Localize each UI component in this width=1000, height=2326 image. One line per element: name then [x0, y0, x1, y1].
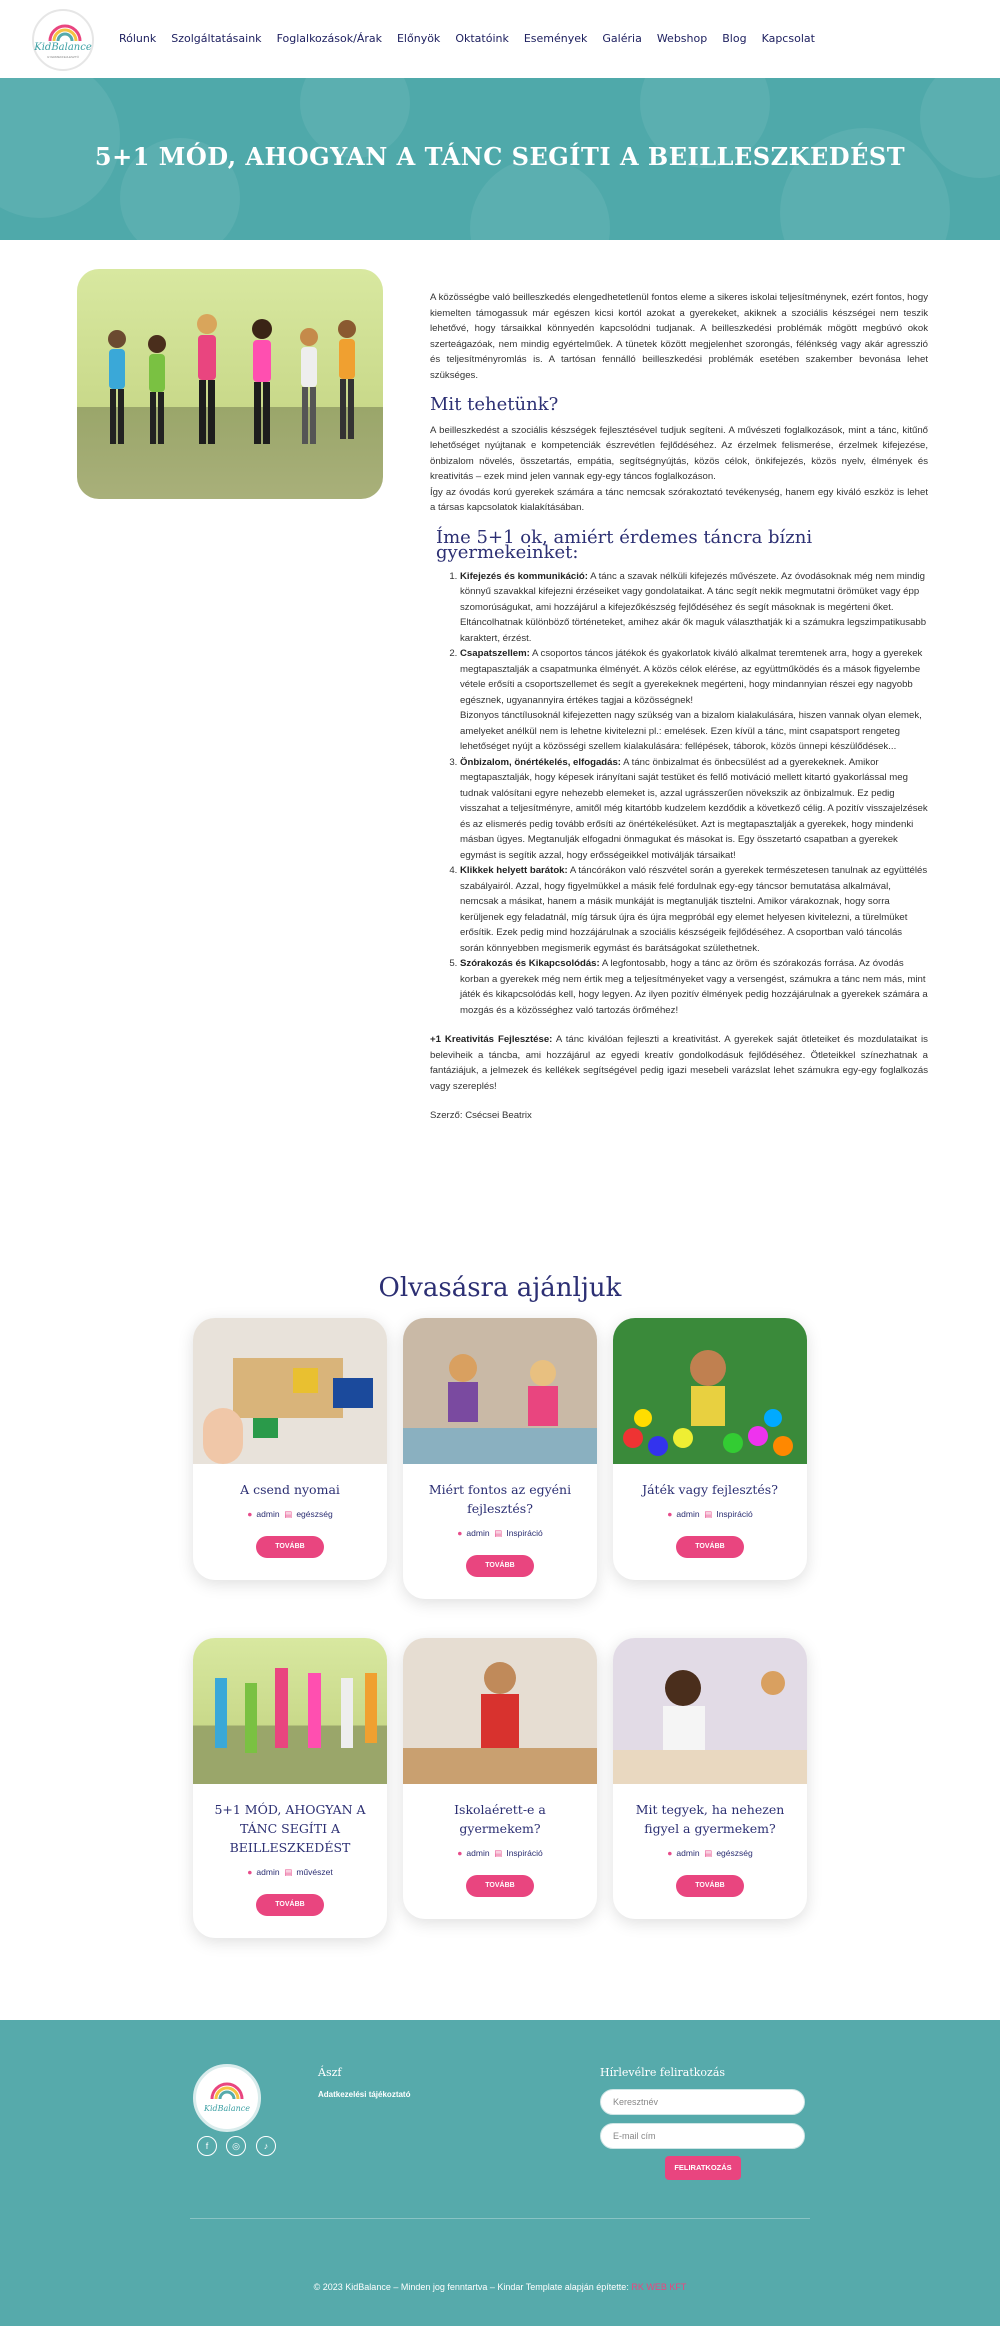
instagram-icon[interactable]: ◎ — [226, 2136, 246, 2156]
site-header — [0, 0, 1000, 78]
post-meta: ● admin ▤ művészet — [247, 1867, 333, 1877]
user-icon: ● — [667, 1509, 673, 1519]
dancing-kids-image — [77, 269, 383, 499]
read-more-button[interactable]: TOVÁBB — [676, 1875, 744, 1897]
read-more-button[interactable]: TOVÁBB — [466, 1555, 534, 1577]
post-title[interactable]: Miért fontos az egyéni fejlesztés? — [428, 1482, 572, 1516]
section-heading: Mit tehetünk? — [430, 394, 559, 415]
post-image — [403, 1638, 597, 1784]
post-card[interactable] — [193, 1318, 387, 1580]
article-body — [430, 290, 928, 1124]
post-meta: ● admin ▤ egészség — [667, 1848, 753, 1858]
school-kid-image — [403, 1638, 597, 1784]
tiktok-icon[interactable]: ♪ — [256, 2136, 276, 2156]
post-image — [403, 1318, 597, 1464]
post-meta: ● admin ▤ egészség — [247, 1509, 333, 1519]
post-card[interactable] — [403, 1638, 597, 1919]
post-card[interactable] — [613, 1318, 807, 1580]
nav-item[interactable]: Foglalkozások/Árak — [276, 32, 382, 45]
article-paragraph: A beilleszkedést a szociális készségek fejlesztésével tudjuk segíteni. A művészeti foglalkozások, mint a tánc, kitűnő lehetőséget nyújtanak e kompetenciák észrevétlen fejlődéséhez. Az érzelmek felismerése, érzelmek kifejezése, önbizalom növelés, összetartás, empátia, segítségnyújtás, közös célok, önkifejezés, közös nyelv, élmények és kreativitás – ezek mind jelen vannak egy-egy táncos foglalkozáson. — [430, 424, 928, 482]
folder-icon: ▤ — [284, 1509, 293, 1519]
nav-item[interactable]: Előnyök — [396, 32, 441, 45]
post-image — [193, 1638, 387, 1784]
ball-pit-image — [613, 1318, 807, 1464]
post-title[interactable]: Iskolaérett-e a gyermekem? — [454, 1802, 546, 1836]
nav-item[interactable]: Kapcsolat — [761, 32, 815, 45]
user-icon: ● — [457, 1848, 463, 1858]
footer-divider — [190, 2218, 810, 2219]
user-icon: ● — [247, 1867, 253, 1877]
email-field[interactable]: E-mail cím — [600, 2123, 805, 2149]
site-footer — [0, 2020, 1000, 2326]
post-card[interactable] — [193, 1638, 387, 1938]
rainbow-icon — [48, 23, 82, 43]
site-logo[interactable] — [32, 9, 94, 71]
privacy-link[interactable]: Adatkezelési tájékoztató — [318, 2090, 411, 2099]
rainbow-icon — [196, 2067, 258, 2129]
list-item: 5. Szórakozás és Kikapcsolódás: A legfontosabb, hogy a tánc az öröm és szórakozás forrása. Az óvodás korban a gyerekek még nem értik meg a teljesítményeket vagy a versengést, számukra a tánc nem más, mint játék és kikapcsolódás kell, hogy legyen. Az ilyen pozitív élmények pedig hozzájárulnak a gyerekek számára a mozgás és a közösséghez való tartozás örőméhez! — [460, 956, 928, 1018]
toy-image — [193, 1318, 387, 1464]
subscribe-button[interactable]: FELIRATKOZÁS — [665, 2156, 741, 2180]
footer-logo[interactable] — [193, 2064, 261, 2132]
footer-aszf[interactable]: Ászf — [318, 2066, 342, 2079]
first-name-field[interactable]: Keresztnév — [600, 2089, 805, 2115]
reasons-list — [460, 569, 928, 1019]
newsletter-heading: Hírlevélre feliratkozás — [600, 2066, 726, 2079]
logo-text: KidBalance — [34, 42, 92, 53]
page-title: 5+1 MÓD, AHOGYAN A TÁNC SEGÍTI A BEILLESZKEDÉST — [94, 142, 906, 171]
user-icon: ● — [247, 1509, 253, 1519]
article-intro: A közösségbe való beilleszkedés elengedhetetlenül fontos eleme a sikeres iskolai teljesítménynek, ezért fontos, hogy kiemelten támogassuk már egészen kicsi kortól azokat a gyerekeket, akiknek a szociális készségei nem teszik lehetővé, hogy társaikkal könnyedén kapcsolódni tudjanak. A beilleszkedési problémák mögött megbúvó okok szerteágazóak, nem mindig egyértelműek. A tünetek között megjelenhet szorongás, félénkség vagy akár agresszió és teljesítményromlás is. A tartósan fennálló beilleszkedési problémák esetében szakember bevonása lehet szükséges. — [430, 292, 928, 381]
hero-banner — [0, 78, 1000, 240]
drawing-kid-image — [613, 1638, 807, 1784]
nav-item[interactable]: Galéria — [602, 32, 642, 45]
article-paragraph: +1 Kreativitás Fejlesztése: A tánc kiválóan fejleszti a kreativitást. A gyerekek saját ötleteiket és mozdulataikat is beleviheik a táncba, ami hozzájárul az egyedi kreatív gondolkodásuk fejlődéséhez. Ötleteikkel színezhatnak a fantáziájuk, a jelmezek és kellékek segítségével pedig igazi mesebeli varázslat lehet számukra egy-egy foglalkozás vagy szereplés! — [430, 1034, 928, 1092]
list-item: 2. Csapatszellem: A csoportos táncos játékok és gyakorlatok kiváló alkalmat teremtenek arra, hogy a gyerekek megtapasztalják a csapatmunka élményét. A közös célok elérése, az együttműködés és a mások figyelembe vétele erősíti a csoportszellemet és segít a gyerekeknek megérteni, hogy mindannyian részei egy nagyobb egésznek, ugyanannyira értékes tagjai a közösségnek! Bizonyos tánctílusoknál kifejezetten nagy szükség van a bizalom kialakulására, hiszen vannak olyan elemek, amelyeket anélkül nem is lehetne kivitelezni pl.: emelések. Ezen kívül a tánc, mint csapatsport rengeteg lehetőséget nyújt a közösségi szellem kialakulására: fellépések, táborok, közös ünnepi készülődések... — [460, 646, 928, 755]
folder-icon: ▤ — [494, 1848, 503, 1858]
nav-item[interactable]: Webshop — [656, 32, 708, 45]
post-meta: ● admin ▤ Inspiráció — [457, 1848, 543, 1858]
list-item: 4. Klikkek helyett barátok: A táncórákon való részvétel során a gyerekek természetesen tanulnak az együttélés szabályairól. Azzal, hogy figyelmükkel a másik felé fordulnak egy-egy táncsor bemutatása alkalmával, nemcsak a másikat, hanem a másik munkáját is megtanulják tisztelni. Amikor várakoznak, hogy sorra kerüljenek egy feladatnál, míg társuk újra és újra megpróbál egy elemet helyesen kivitelezni, a türelmüket erősítik. Ezek pedig mind hozzájárulnak a szociális készségeik fejlődéséhez. A csoportban való táncolás során könnyebben megismerik egymást és barátságokat születhetnek. — [460, 863, 928, 956]
read-more-button[interactable]: TOVÁBB — [256, 1536, 324, 1558]
folder-icon: ▤ — [704, 1848, 713, 1858]
copyright: © 2023 KidBalance – Minden jog fenntartva – Kindar Template alapján építette: RK WEB KFT — [313, 2282, 687, 2292]
logo-tagline: GYERMEKFEJLESZTŐ — [46, 55, 79, 59]
post-image — [193, 1318, 387, 1464]
credit-link[interactable]: RK WEB KFT — [631, 2282, 687, 2292]
kids-playing-image — [403, 1318, 597, 1464]
svg-text:KidBalance: KidBalance — [204, 2104, 250, 2113]
post-title[interactable]: A csend nyomai — [240, 1482, 340, 1497]
nav-item[interactable]: Blog — [722, 32, 747, 45]
nav-item[interactable]: Események — [523, 32, 588, 45]
post-title[interactable]: Mit tegyek, ha nehezen figyel a gyermekem? — [635, 1802, 785, 1836]
read-more-button[interactable]: TOVÁBB — [256, 1894, 324, 1916]
dancing-kids-image — [193, 1638, 387, 1784]
folder-icon: ▤ — [704, 1509, 713, 1519]
read-more-button[interactable]: TOVÁBB — [466, 1875, 534, 1897]
list-item: 1. Kifejezés és kommunikáció: A tánc a szavak nélküli kifejezés művészete. Az óvodásoknak még nem mindig könnyű szavakkal kifejezni érzéseiket vagy gondolataikat. A tánc segít nekik megmutatni örömüket vagy épp szomorúságukat, ami hozzájárul a kifejezőkészség fejlődéséhez és segít másoknak is megérteni őket. Eltáncolhatnak különböző történeteket, amihez akár ők maguk választhatják ki a számukra legszimpatikusabb karaktert, érzést. — [460, 569, 928, 647]
article-paragraph: Így az óvodás korú gyerekek számára a tánc nemcsak szórakoztató tevékenység, hanem egy kiváló eszköz is lehet a társas kapcsolatok kialakításában. — [430, 486, 928, 513]
article-author: Szerző: Csécsei Beatrix — [430, 1110, 532, 1121]
user-icon: ● — [457, 1528, 463, 1538]
post-image — [613, 1638, 807, 1784]
article-image — [77, 269, 383, 499]
post-card[interactable] — [613, 1638, 807, 1919]
nav-item[interactable]: Oktatóink — [455, 32, 509, 45]
post-title[interactable]: 5+1 MÓD, AHOGYAN A TÁNC SEGÍTI A BEILLESZKEDÉST — [214, 1802, 366, 1855]
nav-item[interactable]: Szolgáltatásaink — [171, 32, 262, 45]
folder-icon: ▤ — [494, 1528, 503, 1538]
folder-icon: ▤ — [284, 1867, 293, 1877]
recommended-title: Olvasásra ajánljuk — [378, 1273, 622, 1303]
nav-item[interactable]: Rólunk — [119, 32, 157, 45]
main-nav — [119, 32, 830, 45]
post-meta: ● admin ▤ Inspiráció — [667, 1509, 753, 1519]
facebook-icon[interactable]: f — [197, 2136, 217, 2156]
post-image — [613, 1318, 807, 1464]
post-meta: ● admin ▤ Inspiráció — [457, 1528, 543, 1538]
post-title[interactable]: Játék vagy fejlesztés? — [642, 1482, 778, 1497]
post-card[interactable] — [403, 1318, 597, 1599]
read-more-button[interactable]: TOVÁBB — [676, 1536, 744, 1558]
section-heading: Íme 5+1 ok, amiért érdemes táncra bízni gyermekeinket: — [436, 526, 813, 563]
user-icon: ● — [667, 1848, 673, 1858]
list-item: 3. Önbizalom, önértékelés, elfogadás: A tánc önbizalmat és önbecsülést ad a gyerekeknek. Amikor megtapasztalják, hogy képesek irányítani saját testüket és fellő motiváció mellett kitartó gyakorlással meg tudnak valósítani egyre nehezebb elemeket is, azzal ugrásszerűen növekszik az önbizalmuk. Ez pedig visszahat a teljesítményre, amitől még kitartóbb kudzelem kezdődik a következő célig. A pozitív visszajelzések és az elismerés pedig tovább erősíti az önértékelésüket. Azt is megtapasztalják a gyerekek, hogy mindenki másban ügyes. Megtanulják elfogadni önmagukat és másokat is. Egy összetartó csapatban a gyerekek egymást is segítik azzal, hogy erősségeikkel motiválják társaikat! — [460, 755, 928, 864]
